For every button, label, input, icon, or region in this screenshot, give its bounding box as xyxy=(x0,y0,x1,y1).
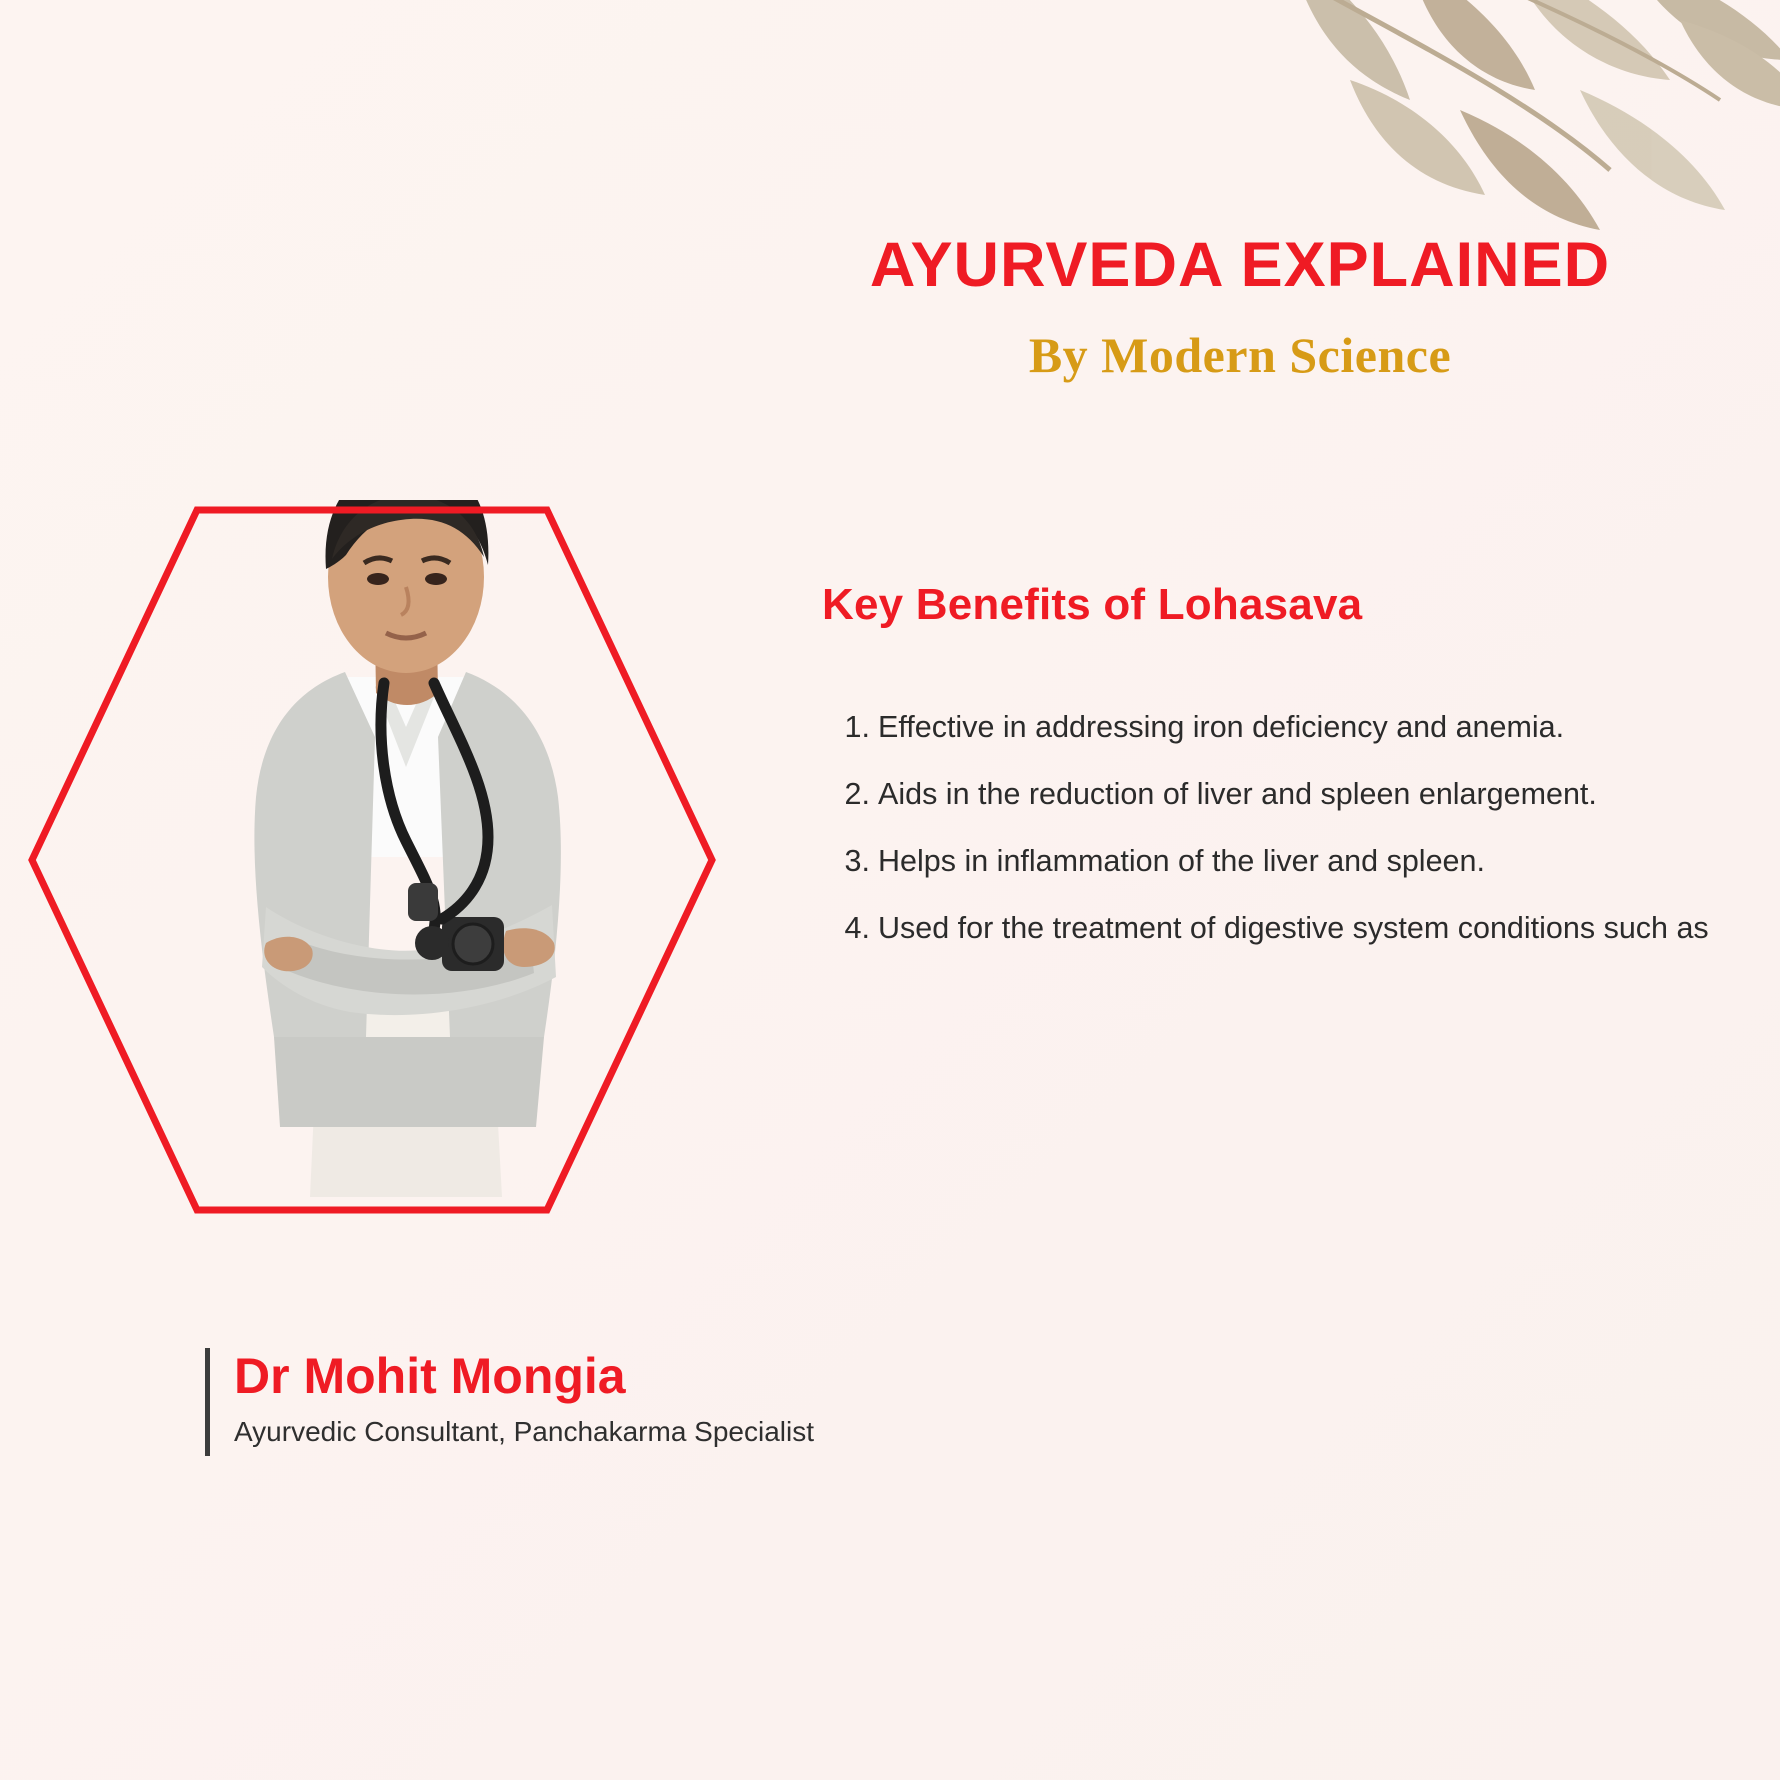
benefits-list xyxy=(822,706,1712,949)
section-title: Key Benefits of Lohasava xyxy=(822,580,1363,629)
list-item: Used for the treatment of digestive system conditions such as xyxy=(878,911,1709,946)
doctor-photo xyxy=(22,500,722,1220)
page-subtitle: By Modern Science xyxy=(1028,327,1452,384)
doctor-photo-frame xyxy=(22,500,722,1220)
doctor-portrait-illustration xyxy=(170,500,640,1197)
header-block xyxy=(760,232,1720,384)
author-role: Ayurvedic Consultant, Panchakarma Specialist xyxy=(234,1416,815,1447)
list-item: Helps in inflammation of the liver and spleen. xyxy=(878,844,1485,879)
list-item: Aids in the reduction of liver and spleen enlargement. xyxy=(878,777,1597,812)
benefits-block xyxy=(822,580,1712,974)
author-name: Dr Mohit Mongia xyxy=(234,1348,626,1404)
list-item: Effective in addressing iron deficiency and anemia. xyxy=(878,710,1565,744)
byline xyxy=(205,1348,814,1456)
page-title: AYURVEDA EXPLAINED xyxy=(869,230,1611,300)
